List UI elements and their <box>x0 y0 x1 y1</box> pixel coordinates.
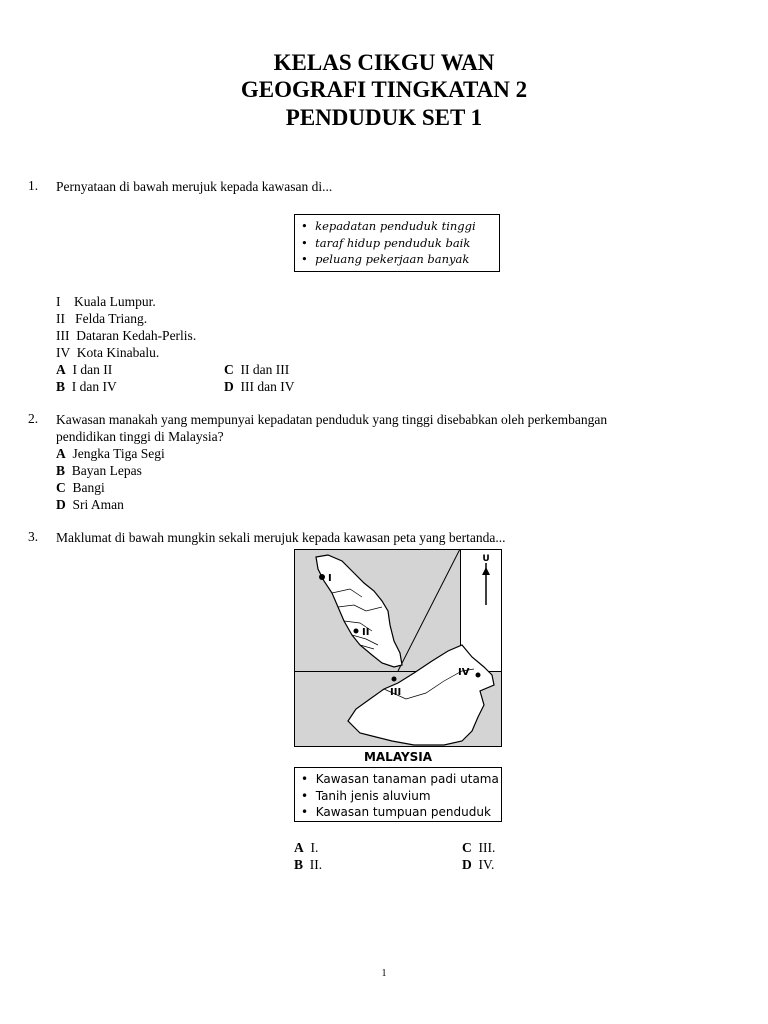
q2-text-line-1: Kawasan manakah yang mempunyai kepadatan penduduk yang tinggi disebabkan oleh perkembangan <box>56 412 608 427</box>
q2-option-c[interactable]: C Bangi <box>56 480 105 495</box>
map-label-ii: II <box>362 627 370 638</box>
map-label-i: I <box>328 573 332 584</box>
page-number: 1 <box>381 968 387 979</box>
map-label-iii: III <box>390 687 402 698</box>
malaysia-map <box>294 549 502 747</box>
q1-number: 1. <box>28 178 39 193</box>
q1-item-1: I Kuala Lumpur. <box>56 294 156 309</box>
q1-statement-box <box>294 214 500 272</box>
q2-option-d[interactable]: D Sri Aman <box>56 497 124 512</box>
q1-item-2: II Felda Triang. <box>56 311 148 326</box>
q2-text-line-2: pendidikan tinggi di Malaysia? <box>56 429 224 444</box>
q1-box-item: • peluang pekerjaan banyak <box>301 252 470 266</box>
q1-item-3: III Dataran Kedah-Perlis. <box>56 328 197 343</box>
map-label-iv: IV <box>458 667 470 678</box>
header-line-2: GEOGRAFI TINGKATAN 2 <box>240 77 528 102</box>
q3-number: 3. <box>28 529 39 544</box>
q2-option-a[interactable]: A Jengka Tiga Segi <box>56 446 165 461</box>
q1-text: Pernyataan di bawah merujuk kepada kawasan di... <box>56 179 333 194</box>
q1-option-b[interactable]: B I dan IV <box>56 379 117 394</box>
q1-option-c[interactable]: C II dan III <box>224 362 290 377</box>
map-title: MALAYSIA <box>363 750 433 764</box>
q3-option-b[interactable]: B II. <box>294 857 323 872</box>
q3-option-c[interactable]: C III. <box>462 840 496 855</box>
q2-number: 2. <box>28 411 39 426</box>
north-label: U <box>482 554 490 564</box>
q1-item-4: IV Kota Kinabalu. <box>56 345 160 360</box>
q3-box-item: • Kawasan tanaman padi utama <box>301 772 499 786</box>
q2-option-b[interactable]: B Bayan Lepas <box>56 463 142 478</box>
q1-option-d[interactable]: D III dan IV <box>224 379 295 394</box>
q3-info-box <box>294 767 502 822</box>
q3-box-item: • Kawasan tumpuan penduduk <box>301 805 491 819</box>
q3-option-a[interactable]: A I. <box>294 840 319 855</box>
header-line-3: PENDUDUK SET 1 <box>285 105 483 130</box>
q1-box-item: • kepadatan penduduk tinggi <box>301 219 476 233</box>
q3-box-item: • Tanih jenis aluvium <box>301 788 431 803</box>
q1-option-a[interactable]: A I dan II <box>56 362 113 377</box>
q1-box-item: • taraf hidup penduduk baik <box>301 235 471 250</box>
q3-text: Maklumat di bawah mungkin sekali merujuk kepada kawasan peta yang bertanda... <box>56 530 506 545</box>
q3-option-d[interactable]: D IV. <box>462 857 495 872</box>
header-line-1: KELAS CIKGU WAN <box>273 50 495 75</box>
